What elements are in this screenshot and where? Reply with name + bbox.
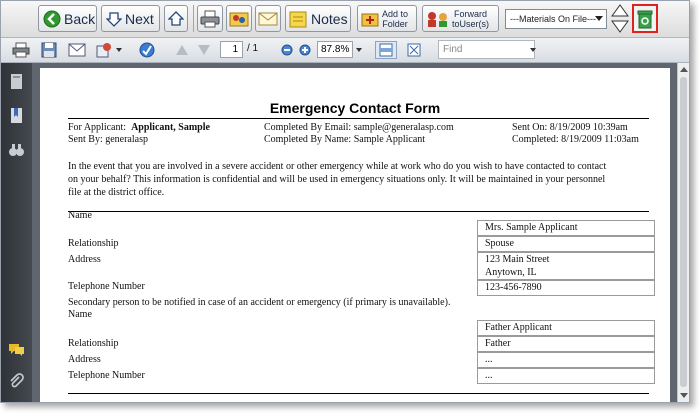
email-button[interactable] — [255, 5, 281, 32]
title-divider — [68, 118, 649, 119]
delete-button[interactable] — [632, 4, 658, 33]
pdf-sign-button[interactable] — [137, 41, 157, 59]
zoom-out-icon — [281, 44, 293, 56]
pdf-next-page-button[interactable] — [195, 41, 213, 59]
secondary-address-label: Address — [68, 354, 101, 365]
primary-address-line2: Anytown, IL — [485, 267, 537, 278]
primary-address-label: Address — [68, 254, 101, 265]
vertical-scrollbar[interactable] — [677, 63, 690, 402]
forward-line1: Forward — [454, 8, 488, 19]
zoom-in-icon — [299, 44, 311, 56]
sent-by: Sent By: generalasp — [68, 134, 148, 145]
share-icon — [96, 42, 114, 58]
up-arrow-icon — [168, 11, 184, 27]
find-placeholder: Find — [443, 44, 463, 55]
secondary-name-label: Name — [68, 309, 92, 320]
find-input[interactable] — [438, 40, 535, 59]
page-number-input[interactable] — [220, 41, 243, 58]
app-toolbar — [1, 1, 689, 38]
paperclip-icon[interactable] — [8, 373, 25, 390]
for-applicant-label: For Applicant: — [68, 122, 127, 133]
page-thumbnails-icon[interactable] — [8, 73, 25, 90]
pdf-print-button[interactable] — [11, 41, 31, 59]
pdf-page — [40, 68, 670, 402]
secondary-phone-label: Telephone Number — [68, 370, 145, 381]
add-to-folder-label — [382, 9, 408, 29]
secondary-phone-value: ... — [477, 368, 655, 384]
page-current: 1 — [232, 44, 238, 55]
back-button[interactable] — [38, 5, 97, 32]
secondary-name-value: Father Applicant — [477, 320, 655, 336]
completed-by-email: Completed By Email: sample@generalasp.com — [264, 122, 454, 133]
primary-relationship-label: Relationship — [68, 238, 119, 249]
zoom-value: 87.8% — [321, 44, 350, 55]
primary-phone-value: 123-456-7890 — [477, 280, 655, 296]
notes-label: Notes — [311, 10, 348, 27]
users-tools-button[interactable] — [226, 5, 252, 32]
back-arrow-icon — [43, 10, 61, 28]
arrow-down-icon — [197, 44, 211, 56]
sent-on: Sent On: 8/19/2009 10:39am — [512, 122, 628, 133]
arrow-up-icon — [175, 44, 189, 56]
comments-icon[interactable] — [8, 341, 25, 358]
zoom-in-button[interactable] — [298, 41, 312, 59]
forward-to-users-button[interactable] — [422, 5, 499, 32]
intro-line-1: In the event that you are involved in a severe accident or other emergency while at work who do you wish to have contacted to contact — [68, 161, 607, 172]
fit-width-button[interactable] — [375, 41, 397, 59]
fit-page-icon — [407, 43, 421, 57]
printer-icon — [12, 42, 30, 58]
scroll-down-icon[interactable] — [680, 393, 688, 398]
add-to-folder-line2: Folder — [382, 18, 408, 29]
pdf-save-button[interactable] — [39, 41, 59, 59]
envelope-icon — [68, 43, 86, 57]
forward-label — [452, 9, 489, 29]
add-to-folder-button[interactable] — [357, 5, 417, 32]
secondary-note: Secondary person to be notified in case of an accident or emergency (if primary is unavailable). — [68, 297, 451, 308]
reorder-control[interactable] — [611, 4, 629, 33]
chevron-down-icon[interactable] — [356, 48, 362, 52]
intro-line-3: file at the district office. — [68, 187, 165, 198]
document-viewport — [32, 63, 677, 402]
materials-select[interactable] — [505, 9, 607, 29]
floppy-disk-icon — [41, 42, 57, 58]
forward-line2: toUser(s) — [452, 18, 490, 29]
primary-address-value — [477, 252, 655, 280]
print-button[interactable] — [197, 5, 223, 32]
down-arrow-icon — [106, 11, 122, 27]
pdf-sidebar — [1, 63, 32, 402]
section-divider — [68, 211, 649, 212]
toolbar-divider — [193, 5, 194, 32]
chevron-down-icon — [595, 16, 603, 21]
users-wrench-icon — [229, 10, 249, 28]
notes-icon — [289, 10, 307, 28]
materials-select-value: ---Materials On File--- — [510, 14, 597, 24]
pdf-email-button[interactable] — [67, 41, 87, 59]
fit-page-button[interactable] — [404, 41, 424, 59]
page-total: / 1 — [247, 43, 259, 54]
secondary-relationship-label: Relationship — [68, 338, 119, 349]
primary-phone-label: Telephone Number — [68, 281, 145, 292]
printer-icon — [200, 10, 220, 28]
pdf-share-button[interactable] — [95, 41, 123, 59]
intro-line-2: on your behalf? This information is confidential and will be used in emergency situations only. It will be maintained in your personnel — [68, 174, 606, 185]
secondary-relationship-value: Father — [477, 336, 655, 352]
primary-relationship-value: Spouse — [477, 236, 655, 252]
pdf-prev-page-button[interactable] — [173, 41, 191, 59]
primary-address-line1: 123 Main Street — [485, 254, 550, 265]
primary-name-value: Mrs. Sample Applicant — [477, 220, 655, 236]
bottom-divider — [68, 393, 649, 394]
fit-width-icon — [379, 43, 393, 57]
for-applicant — [68, 122, 210, 133]
zoom-input[interactable] — [317, 41, 353, 58]
completed-date: Completed: 8/19/2009 11:03am — [512, 134, 639, 145]
up-down-arrows-icon — [611, 4, 629, 33]
back-label: Back — [64, 10, 96, 27]
up-button[interactable] — [164, 5, 188, 32]
secondary-address-value: ... — [477, 352, 655, 368]
completed-by-name: Completed By Name: Sample Applicant — [264, 134, 426, 145]
intro-paragraph — [68, 160, 643, 199]
binoculars-icon[interactable] — [8, 141, 25, 158]
zoom-out-button[interactable] — [280, 41, 294, 59]
form-title: Emergency Contact Form — [269, 100, 441, 116]
scroll-up-icon[interactable] — [680, 67, 688, 72]
recycle-bin-icon — [637, 9, 653, 29]
notes-button[interactable] — [285, 5, 351, 32]
primary-name-label: Name — [68, 210, 92, 221]
next-label: Next — [125, 10, 154, 27]
forward-users-icon — [426, 10, 450, 28]
chevron-down-icon — [116, 48, 122, 52]
add-folder-icon — [361, 10, 379, 28]
chevron-down-icon[interactable] — [530, 48, 536, 52]
bookmarks-icon[interactable] — [8, 107, 25, 124]
scroll-thumb[interactable] — [680, 77, 687, 387]
envelope-icon — [258, 11, 278, 27]
for-applicant-value: Applicant, Sample — [131, 122, 210, 133]
sign-icon — [138, 41, 156, 59]
add-to-folder-line1: Add to — [382, 8, 409, 19]
pdf-toolbar — [1, 38, 689, 63]
next-button[interactable] — [101, 5, 160, 32]
